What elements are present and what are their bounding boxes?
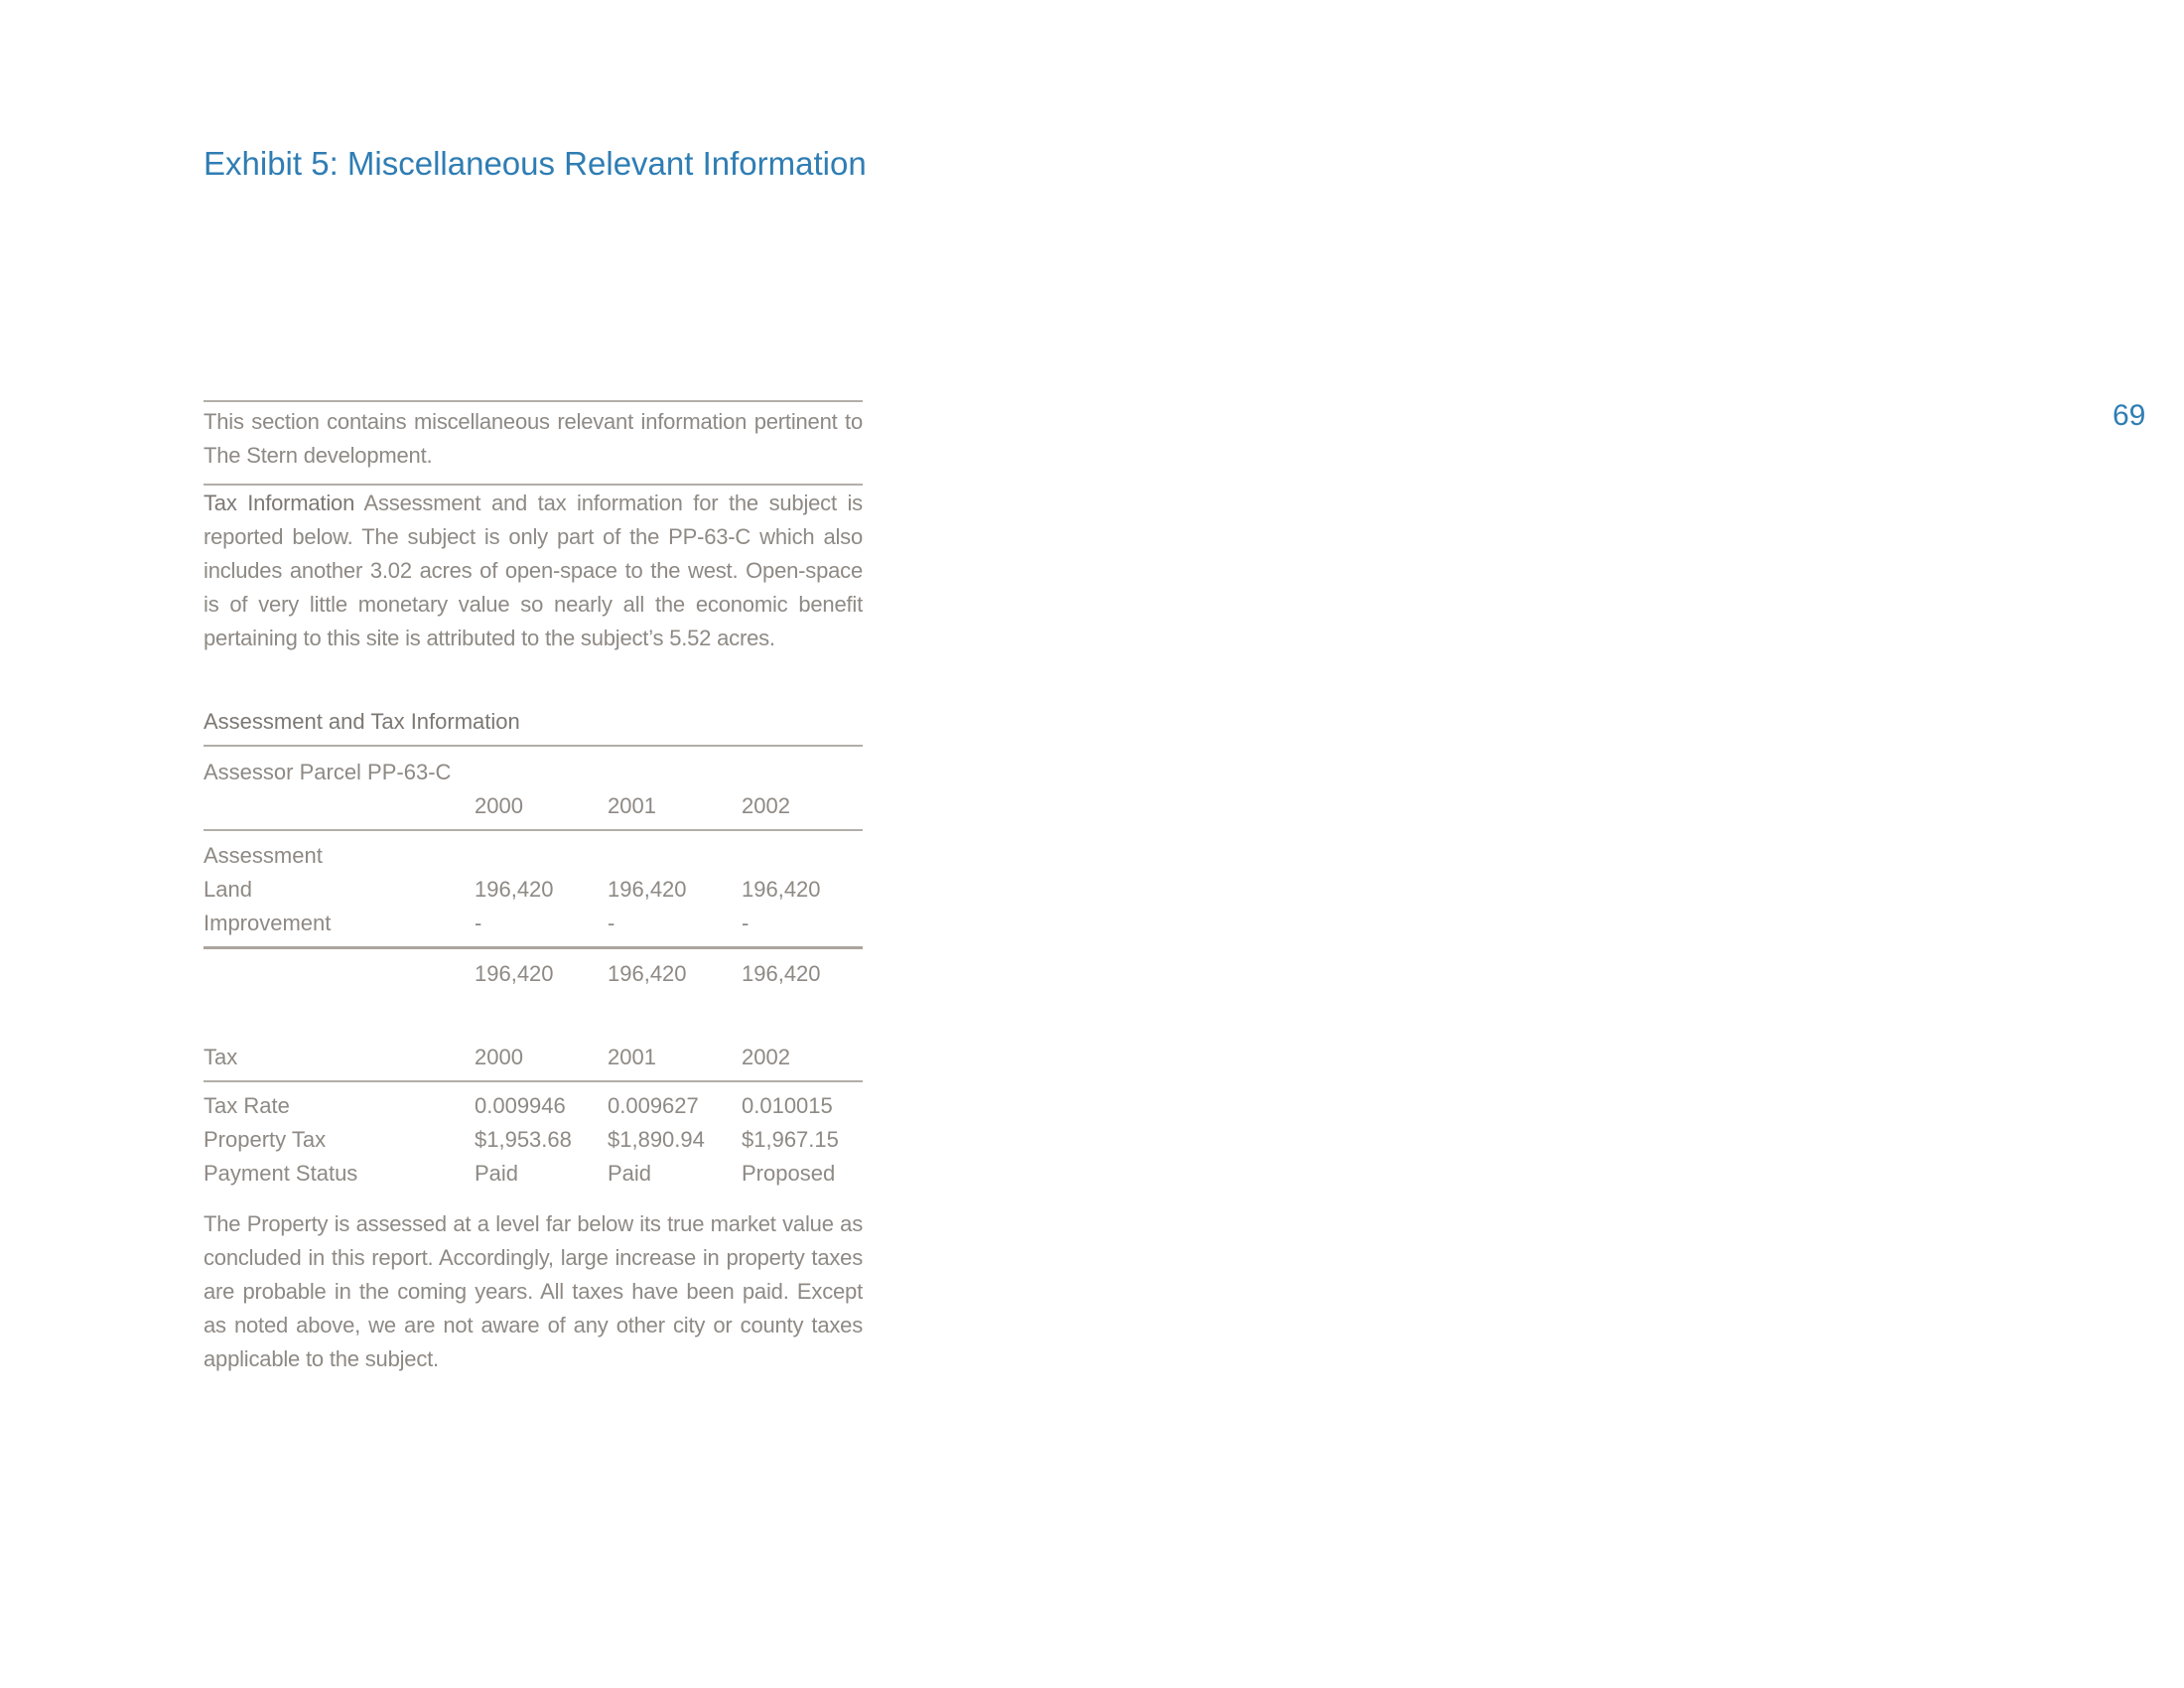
total-cell: 196,420 xyxy=(742,961,821,986)
row-label: Property Tax xyxy=(204,1127,327,1152)
total-row xyxy=(204,957,863,991)
table-row xyxy=(204,1123,863,1157)
total-cell: 196,420 xyxy=(608,961,687,986)
divider xyxy=(204,484,863,486)
assessment-year-header xyxy=(204,789,863,823)
total-divider xyxy=(204,946,863,949)
cell: $1,967.15 xyxy=(742,1127,839,1152)
year-header: 2000 xyxy=(475,793,523,818)
table-row xyxy=(204,907,863,940)
assessment-section-row xyxy=(204,839,863,873)
cell: Proposed xyxy=(742,1161,836,1186)
divider xyxy=(204,829,863,831)
page-number: 69 xyxy=(2113,399,2146,432)
cell: - xyxy=(475,911,482,935)
cell: 196,420 xyxy=(608,877,687,902)
table-row xyxy=(204,1157,863,1191)
cell: - xyxy=(608,911,615,935)
page-title: Exhibit 5: Miscellaneous Relevant Information xyxy=(204,145,867,182)
cell: Paid xyxy=(475,1161,519,1186)
parcel-label: Assessor Parcel PP-63-C xyxy=(204,760,452,784)
table-row xyxy=(204,1089,863,1123)
assessment-label: Assessment xyxy=(204,843,323,868)
row-label: Tax Rate xyxy=(204,1093,290,1118)
year-header: 2002 xyxy=(742,1045,790,1069)
year-header: 2001 xyxy=(608,1045,656,1069)
divider xyxy=(204,745,863,747)
cell: 0.009627 xyxy=(608,1093,699,1118)
row-label: Land xyxy=(204,877,252,902)
table-row xyxy=(204,873,863,907)
year-header: 2002 xyxy=(742,793,790,818)
tax-information-text: Assessment and tax information for the subject is reported below. The subject is only part of the PP-63-C which also includes another 3.02 acres of open-space to the west. Open-space is of very little monetary value so nearly all the economic benefit pertaining to this site is attributed to the subject’s 5.52 acres. xyxy=(204,491,863,650)
tax-year-header xyxy=(204,1041,863,1074)
tax-information-heading: Tax Information xyxy=(204,491,355,515)
cell: Paid xyxy=(608,1161,652,1186)
divider xyxy=(204,400,863,402)
row-label: Improvement xyxy=(204,911,332,935)
year-header: 2000 xyxy=(475,1045,523,1069)
cell: 0.009946 xyxy=(475,1093,566,1118)
row-label: Payment Status xyxy=(204,1161,358,1186)
cell: - xyxy=(742,911,750,935)
table-title-text: Assessment and Tax Information xyxy=(204,709,520,734)
year-header: 2001 xyxy=(608,793,656,818)
table-title xyxy=(204,705,863,739)
cell: 196,420 xyxy=(475,877,554,902)
closing-paragraph: The Property is assessed at a level far below its true market value as concluded in this report. Accordingly, large increase in property taxes are probable in the coming years. All taxes have been paid. Except as noted above, we are not aware of any other city or county taxes applicable to the subject. xyxy=(204,1211,863,1371)
cell: $1,953.68 xyxy=(475,1127,572,1152)
cell: 0.010015 xyxy=(742,1093,833,1118)
intro-paragraph: This section contains miscellaneous relevant information pertinent to The Stern development. xyxy=(204,409,863,468)
cell: $1,890.94 xyxy=(608,1127,705,1152)
divider xyxy=(204,1080,863,1082)
tax-label: Tax xyxy=(204,1045,238,1069)
cell: 196,420 xyxy=(742,877,821,902)
parcel-row xyxy=(204,756,863,789)
total-cell: 196,420 xyxy=(475,961,554,986)
tax-information-paragraph xyxy=(204,487,863,655)
